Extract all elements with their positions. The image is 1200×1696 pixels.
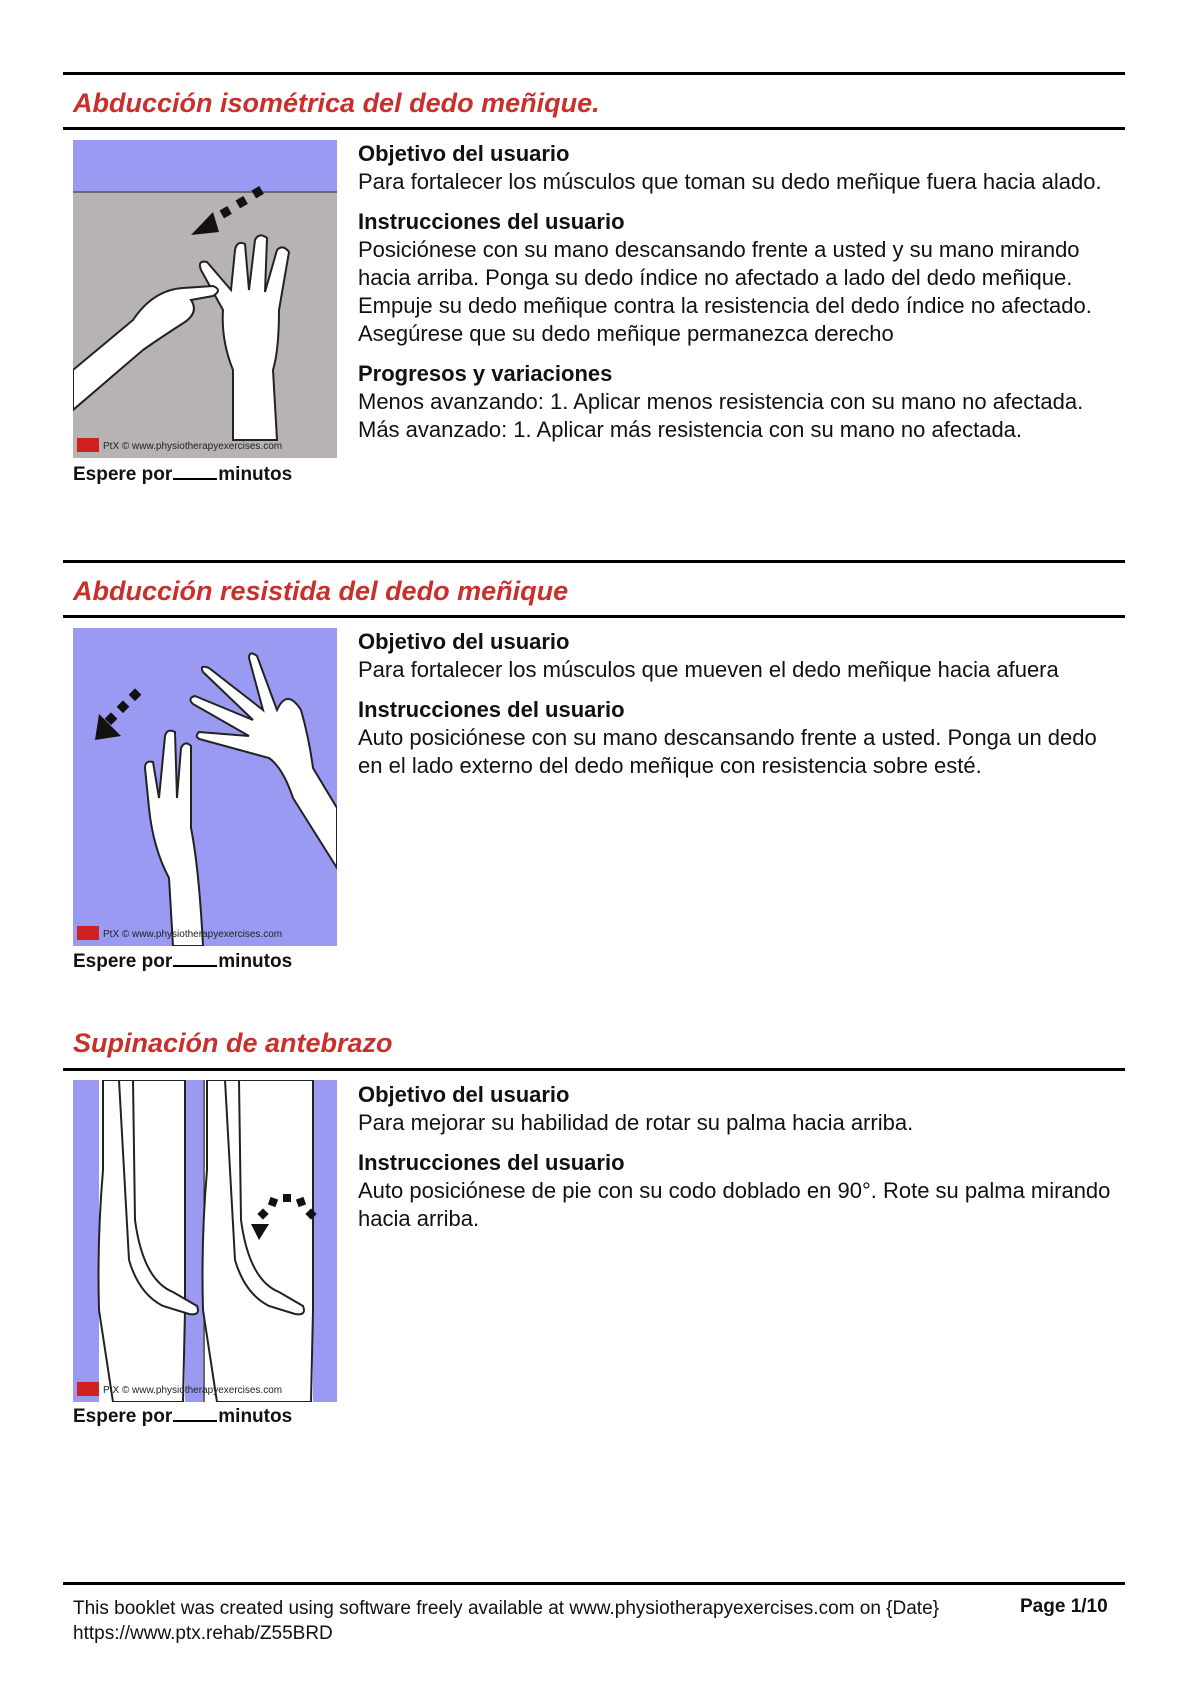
exercise-text xyxy=(358,1081,1118,1245)
section-text: Auto posiciónese con su mano descansando frente a usted. Ponga un dedo en el lado externo del dedo meñique con resistencia sobre esté. xyxy=(358,725,1097,778)
section-text: Menos avanzando: 1. Aplicar menos resistencia con su mano no afectada. Más avanzado: 1. Aplicar más resistencia con su mano no afectada. xyxy=(358,389,1084,442)
exercise-image-forearm-supination xyxy=(73,1080,337,1402)
exercise-text xyxy=(358,628,1118,792)
exercise-image-finger-isometric xyxy=(73,140,337,458)
section-text: Para mejorar su habilidad de rotar su palma hacia arriba. xyxy=(358,1110,914,1135)
hold-blank xyxy=(173,950,217,967)
section-heading: Instrucciones del usuario xyxy=(358,1150,625,1175)
hold-duration: Espere por minutos xyxy=(73,464,293,485)
section-heading: Objetivo del usuario xyxy=(358,629,570,654)
section-text: Para fortalecer los músculos que toman su dedo meñique fuera hacia alado. xyxy=(358,169,1102,194)
section-heading: Instrucciones del usuario xyxy=(358,697,625,722)
footer-text: This booklet was created using software freely available at www.physiotherapyexercises.com on {Date} https://www.ptx.rehab/Z55BRD xyxy=(73,1598,939,1644)
section-top-rule xyxy=(63,560,1125,563)
exercise-image-finger-resisted xyxy=(73,628,337,946)
hold-blank xyxy=(173,1405,217,1422)
image-watermark: PtX © www.physiotherapyexercises.com xyxy=(103,441,283,452)
hold-blank xyxy=(173,463,217,480)
title-rule xyxy=(63,1068,1125,1071)
exercise-title: Abducción isométrica del dedo meñique. xyxy=(73,88,600,118)
footer-rule xyxy=(63,1582,1125,1585)
image-watermark: PtX © www.physiotherapyexercises.com xyxy=(103,1385,283,1396)
hold-duration: Espere por minutos xyxy=(73,1406,293,1427)
image-watermark: PtX © www.physiotherapyexercises.com xyxy=(103,929,283,940)
title-rule xyxy=(63,615,1125,618)
section-heading: Objetivo del usuario xyxy=(358,1082,570,1107)
page-number: Page 1/10 xyxy=(1020,1596,1108,1617)
section-heading: Objetivo del usuario xyxy=(358,141,570,166)
section-top-rule xyxy=(63,72,1125,75)
section-heading: Instrucciones del usuario xyxy=(358,209,625,234)
section-heading: Progresos y variaciones xyxy=(358,361,613,386)
exercise-text xyxy=(358,140,1118,456)
hold-duration: Espere por minutos xyxy=(73,951,293,972)
section-text: Posiciónese con su mano descansando frente a usted y su mano mirando hacia arriba. Ponga su dedo índice no afectado a lado del dedo meñique. Empuje su dedo meñique contra la resistencia del dedo índice no afectado. Asegúrese que su dedo meñique permanezca derecho xyxy=(358,237,1092,346)
title-rule xyxy=(63,127,1125,130)
exercise-title: Supinación de antebrazo xyxy=(73,1028,393,1058)
section-text: Para fortalecer los músculos que mueven el dedo meñique hacia afuera xyxy=(358,657,1059,682)
exercise-title: Abducción resistida del dedo meñique xyxy=(73,576,569,606)
section-text: Auto posiciónese de pie con su codo doblado en 90°. Rote su palma mirando hacia arriba. xyxy=(358,1178,1111,1231)
